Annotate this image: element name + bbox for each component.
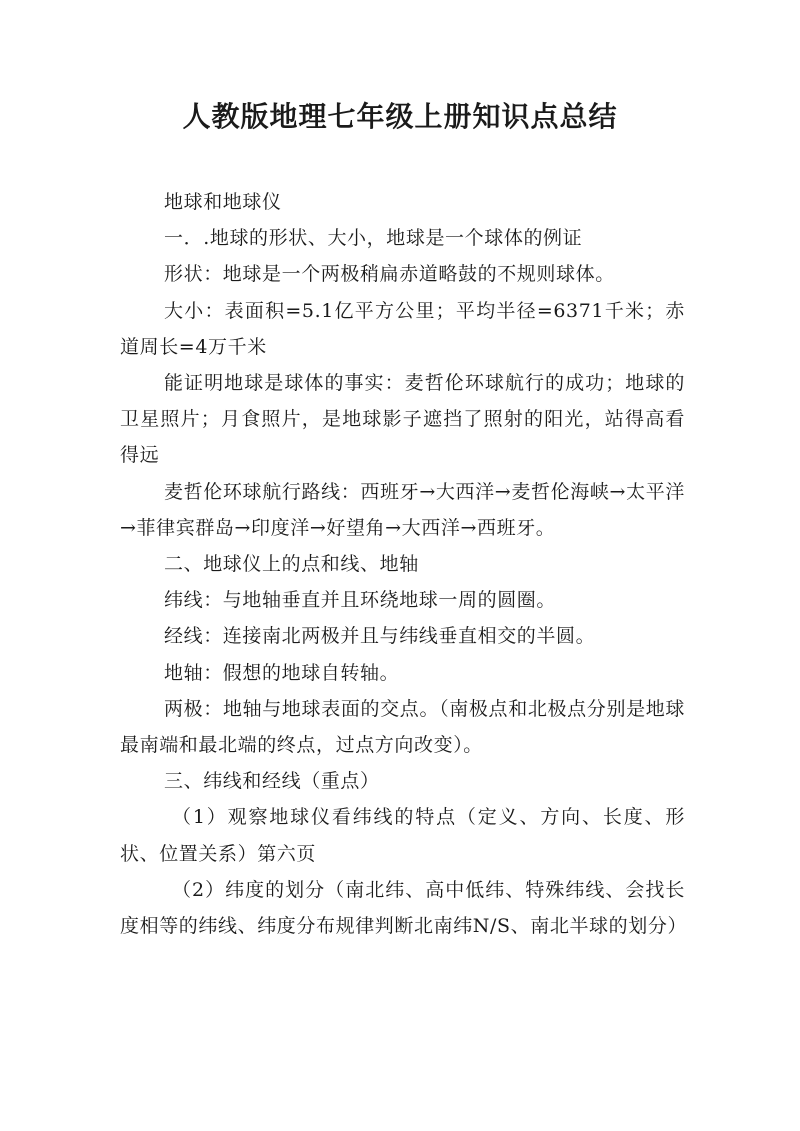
paragraph-latitude-line: 纬线：与地轴垂直并且环绕地球一周的圆圈。: [164, 589, 557, 612]
section-heading-globe: 地球和地球仪: [164, 191, 282, 213]
paragraph-poles: 两极：地轴与地球表面的交点。（南极点和北极点分别是地球最南端和最北端的终点，过点方向改变）。: [120, 697, 685, 757]
paragraph-latitude-features: （1）观察地球仪看纬线的特点（定义、方向、长度、形状、位置关系）第六页: [120, 806, 685, 865]
paragraph-latitude-division: （2）纬度的划分（南北纬、高中低纬、特殊纬线、会找长度相等的纬线、纬度分布规律判断北南纬N/S、南北半球的划分）: [120, 878, 688, 938]
document-title: 人教版地理七年级上册知识点总结: [182, 100, 618, 133]
document-body: [120, 184, 688, 944]
paragraph-magellan-route: 麦哲伦环球航行路线：西班牙→大西洋→麦哲伦海峡→太平洋→菲律宾群岛→印度洋→好望角→大西洋→西班牙。: [120, 480, 685, 539]
paragraph-shape-size-heading: 一．.地球的形状、大小，地球是一个球体的例证: [164, 227, 583, 250]
paragraph-earth-axis: 地轴：假想的地球自转轴。: [164, 661, 400, 684]
section-heading-points-lines: 二、地球仪上的点和线、地轴: [164, 553, 419, 576]
paragraph-longitude-line: 经线：连接南北两极并且与纬线垂直相交的半圆。: [164, 625, 596, 648]
section-heading-latitude-longitude: 三、纬线和经线（重点）: [164, 770, 380, 793]
paragraph-size: 大小：表面积=5.1亿平方公里；平均半径=6371千米；赤道周长=4万千米: [120, 299, 685, 358]
paragraph-evidence: 能证明地球是球体的事实：麦哲伦环球航行的成功；地球的卫星照片；月食照片，是地球影子遮挡了照射的阳光，站得高看得远: [120, 372, 685, 467]
paragraph-shape: 形状：地球是一个两极稍扁赤道略鼓的不规则球体。: [164, 263, 615, 286]
